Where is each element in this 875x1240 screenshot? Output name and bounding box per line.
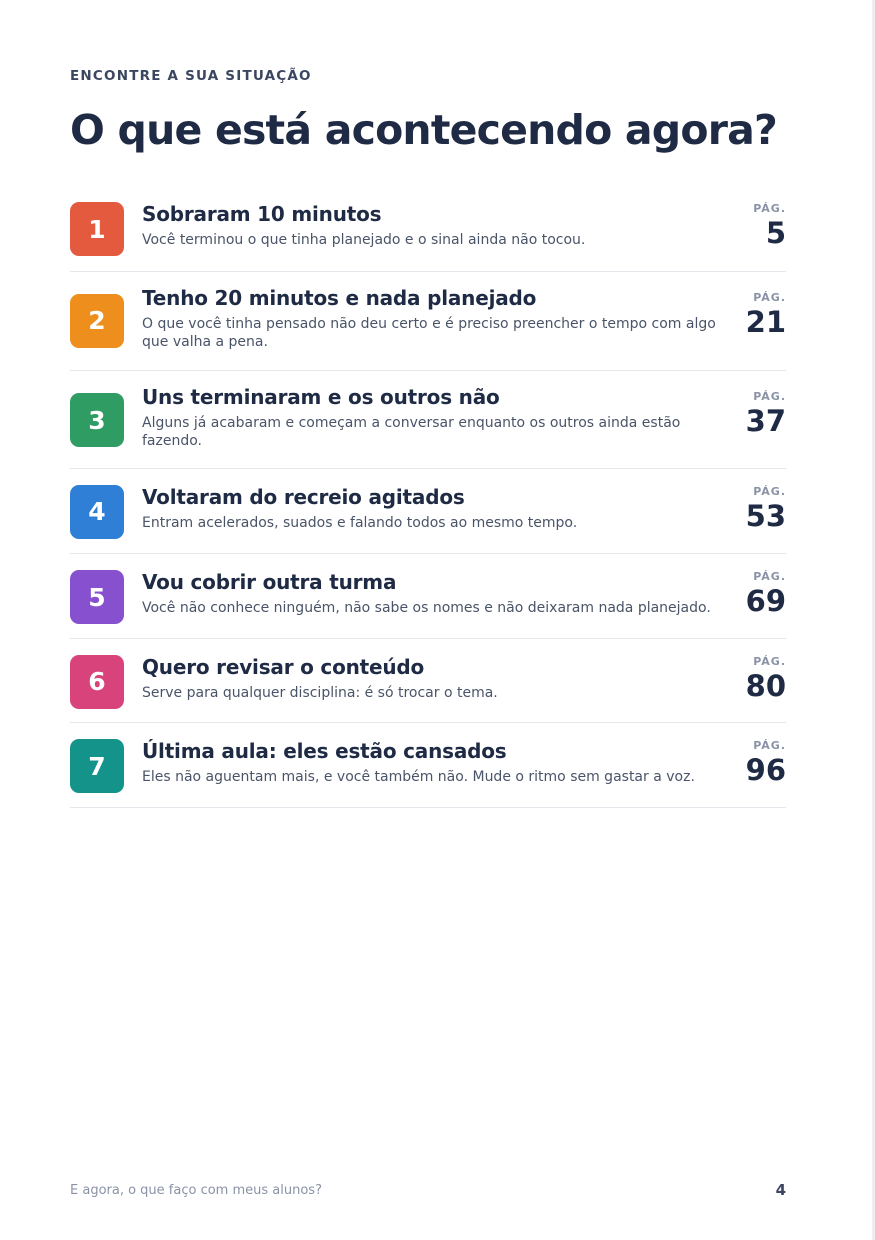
page-label: PÁG. (753, 290, 786, 304)
list-item[interactable] (70, 186, 786, 272)
item-description: Eles não aguentam mais, e você também não. Mude o ritmo sem gastar a voz. (142, 769, 695, 785)
page-number: 96 (745, 753, 786, 787)
item-description: Você terminou o que tinha planejado e o sinal ainda não tocou. (142, 232, 586, 248)
number-badge: 6 (70, 655, 124, 709)
page-number: 5 (765, 216, 786, 250)
item-title: Sobraram 10 minutos (142, 202, 382, 226)
number-badge: 7 (70, 739, 124, 793)
list-item[interactable] (70, 723, 786, 808)
section-eyebrow: ENCONTRE A SUA SITUAÇÃO (70, 68, 312, 84)
situation-list (70, 186, 786, 808)
number-badge: 1 (70, 202, 124, 256)
page-number: 69 (745, 584, 786, 618)
page-label: PÁG. (753, 202, 786, 215)
number-badge: 2 (70, 294, 124, 348)
footer-book-title: E agora, o que faço com meus alunos? (70, 1183, 322, 1198)
item-description: Serve para qualquer disciplina: é só trocar o tema. (142, 684, 498, 701)
page-number: 53 (745, 498, 786, 533)
list-item[interactable] (70, 272, 786, 372)
page-label: PÁG. (753, 739, 786, 752)
list-item[interactable] (70, 371, 786, 469)
item-title: Uns terminaram e os outros não (142, 385, 500, 409)
item-description: O que você tinha pensado não deu certo e é preciso preencher o tempo com algo que valha a pena. (142, 315, 716, 350)
page-label: PÁG. (753, 654, 786, 668)
item-description: Entram acelerados, suados e falando todos ao mesmo tempo. (142, 514, 578, 531)
number-badge: 4 (70, 485, 124, 539)
page-number: 80 (745, 668, 786, 703)
number-badge: 5 (70, 570, 124, 624)
number-badge: 3 (70, 393, 124, 447)
page-number: 37 (745, 404, 786, 438)
item-description: Você não conhece ninguém, não sabe os nomes e não deixaram nada planejado. (142, 600, 711, 616)
list-item[interactable] (70, 639, 786, 724)
page-label: PÁG. (753, 570, 786, 583)
item-title: Voltaram do recreio agitados (142, 484, 465, 509)
item-title: Tenho 20 minutos e nada planejado (142, 285, 537, 310)
page-title: O que está acontecendo agora? (70, 106, 777, 154)
footer-page-number: 4 (775, 1181, 786, 1199)
item-title: Vou cobrir outra turma (142, 570, 397, 594)
item-title: Última aula: eles estão cansados (142, 739, 507, 763)
item-title: Quero revisar o conteúdo (142, 654, 425, 679)
page-label: PÁG. (753, 484, 786, 498)
item-description: Alguns já acabaram e começam a conversar enquanto os outros ainda estão fazendo. (142, 415, 681, 449)
list-item[interactable] (70, 469, 786, 555)
page-label: PÁG. (753, 390, 786, 403)
list-item[interactable] (70, 554, 786, 639)
page-number: 21 (745, 304, 786, 339)
